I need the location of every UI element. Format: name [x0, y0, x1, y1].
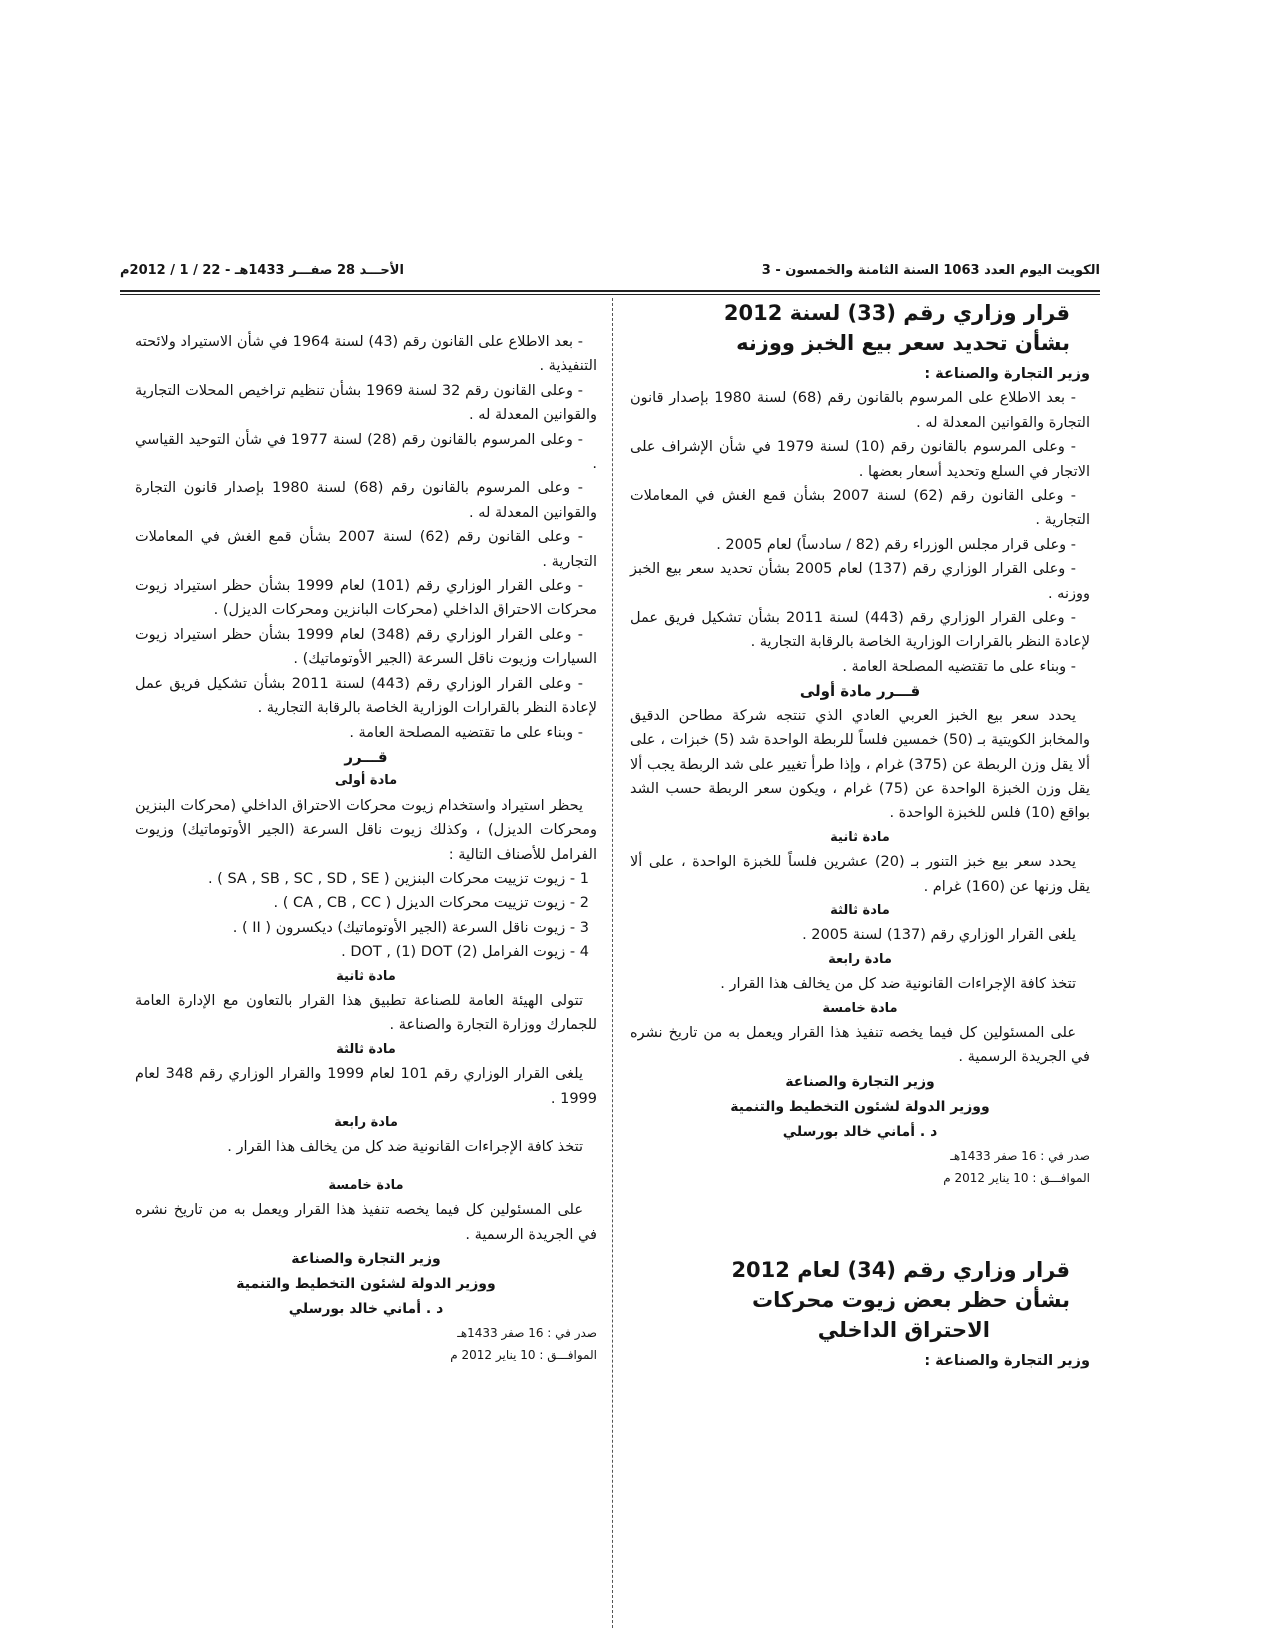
decision33-decided-heading: قـــرر مادة أولى [799, 682, 921, 701]
header-date: الأحـــد 28 صفـــر 1433هـ - 22 / 1 / 2012م [120, 262, 404, 278]
column-divider [612, 298, 613, 1628]
decision33-signature-title1: وزير التجارة والصناعة [785, 1073, 935, 1090]
left-column [135, 330, 597, 1366]
decision34-title-line2: بشأن حظر بعض زيوت محركات [752, 1287, 1070, 1312]
decision34-article5: على المسئولين كل فيما يخصه تنفيذ هذا القرار ويعمل به من تاريخ نشره في الجريدة الرسمية . [135, 1202, 597, 1243]
decision33-signature-title2: ووزير الدولة لشئون التخطيط والتنمية [730, 1098, 990, 1115]
header-issue-info: الكويت اليوم العدد 1063 السنة الثامنة والخمسون - 3 [761, 262, 1100, 278]
decision33-whereas-2: - وعلى المرسوم بالقانون رقم (10) لسنة 1979 في شأن الإشراف على الاتجار في السلع وتحديد أسعار بعضها . [630, 439, 1090, 480]
right-column [630, 298, 1090, 1373]
decision33-article3-heading: مادة ثالثة [830, 902, 890, 918]
decision33-article2-heading: مادة ثانية [830, 829, 890, 845]
decision34-whereas-7: - وعلى القرار الوزاري رقم (348) لعام 1999 بشأن حظر استيراد زيوت السيارات وزيوت ناقل السرعة (الجير الأوتوماتيك) . [135, 626, 597, 668]
decision33-corresponding-date: الموافـــق : 10 يناير 2012 م [943, 1170, 1090, 1185]
decision34-article3-heading: مادة ثالثة [336, 1041, 396, 1057]
decision34-article1-heading: مادة أولى [334, 773, 398, 789]
decision33-title [630, 298, 1090, 358]
decision34-item-1: 1 - زيوت تزييت محركات البنزين ( SA , SB , SC , SD , SE ) . [207, 870, 589, 887]
decision34-whereas-1: - بعد الاطلاع على القانون رقم (43) لسنة 1964 في شأن الاستيراد ولائحته التنفيذية . [135, 334, 597, 375]
header-rule [120, 290, 1100, 295]
decision34-signature-name: د . أماني خالد بورسلي [288, 1301, 444, 1318]
decision34-whereas-9: - وبناء على ما تقتضيه المصلحة العامة . [349, 724, 583, 741]
decision34-minister: وزير التجارة والصناعة : [924, 1352, 1090, 1369]
decision34-whereas-8: - وعلى القرار الوزاري رقم (443) لسنة 2011 بشأن تشكيل فريق عمل لإعادة النظر بالقرارات الوزارية الخاصة بالرقابة التجارية . [135, 675, 597, 717]
decision34-whereas-5: - وعلى القانون رقم (62) لسنة 2007 بشأن قمع الغش في المعاملات التجارية . [135, 529, 597, 570]
decision34-article3: يلغى القرار الوزاري رقم 101 لعام 1999 والقرار الوزاري رقم 348 لعام 1999 . [135, 1066, 597, 1107]
decision33-whereas-4: - وعلى قرار مجلس الوزراء رقم (82 / سادساً) لعام 2005 . [716, 536, 1076, 553]
decision34-article2-heading: مادة ثانية [336, 968, 396, 984]
decision34-item-2: 2 - زيوت تزييت محركات الديزل ( CA , CB , CC ) . [273, 895, 589, 912]
decision34-whereas-6: - وعلى القرار الوزاري رقم (101) لعام 1999 بشأن حظر استيراد زيوت محركات الاحتراق الداخلي (محركات البانزين ومحركات الديزل) . [135, 578, 597, 619]
decision34-whereas-3: - وعلى المرسوم بالقانون رقم (28) لسنة 1977 في شأن التوحيد القياسي . [135, 431, 597, 473]
decision34-decided-heading: قـــرر [344, 747, 388, 766]
decision33-title-line2: بشأن تحديد سعر بيع الخبز ووزنه [736, 331, 1070, 355]
decision34-issued-date: صدر في : 16 صفر 1433هـ [457, 1326, 597, 1341]
decision33-article4: تتخذ كافة الإجراءات القانونية ضد كل من يخالف هذا القرار . [720, 976, 1076, 993]
decision34-whereas-2: - وعلى القانون رقم 32 لسنة 1969 بشأن تنظيم تراخيص المحلات التجارية والقوانين المعدلة له . [135, 382, 597, 424]
decision33-issued-date: صدر في : 16 صفر 1433هـ [950, 1148, 1090, 1163]
decision34-article1: يحظر استيراد واستخدام زيوت محركات الاحتراق الداخلي (محركات البنزين ومحركات الديزل) ، وكذلك زيوت ناقل السرعة (الجير الأوتوماتيك) وزيوت الفرامل للأصناف التالية : [135, 797, 597, 863]
decision34-article5-heading: مادة خامسة [328, 1177, 404, 1193]
decision33-article3: يلغى القرار الوزاري رقم (137) لسنة 2005 . [802, 927, 1076, 944]
decision34-title-line1: قرار وزاري رقم (34) لعام 2012 [731, 1257, 1070, 1282]
decision33-whereas-7: - وبناء على ما تقتضيه المصلحة العامة . [842, 658, 1076, 675]
decision33-signature-name: د . أماني خالد بورسلي [782, 1123, 938, 1140]
decision33-article5: على المسئولين كل فيما يخصه تنفيذ هذا القرار ويعمل به من تاريخ نشره في الجريدة الرسمية . [630, 1024, 1090, 1066]
decision33-whereas-3: - وعلى القانون رقم (62) لسنة 2007 بشأن قمع الغش في المعاملات التجارية . [630, 488, 1090, 529]
page-header [120, 256, 1100, 284]
decision34-whereas-4: - وعلى المرسوم بالقانون رقم (68) لسنة 1980 بإصدار قانون التجارة والقوانين المعدلة له . [135, 480, 597, 521]
decision33-article2: يحدد سعر بيع خبز التنور بـ (20) عشرين فلساً للخبزة الواحدة ، على ألا يقل وزنها عن (160) غرام . [630, 854, 1090, 895]
decision34-article4-heading: مادة رابعة [334, 1115, 398, 1130]
decision34-article2: تتولى الهيئة العامة للصناعة تطبيق هذا القرار بالتعاون مع الإدارة العامة للجمارك ووزارة التجارة والصناعة . [135, 992, 597, 1034]
decision34-signature-title2: ووزير الدولة لشئون التخطيط والتنمية [236, 1276, 496, 1293]
decision34-article4: تتخذ كافة الإجراءات القانونية ضد كل من يخالف هذا القرار . [227, 1139, 583, 1156]
decision33-whereas-5: - وعلى القرار الوزاري رقم (137) لعام 2005 بشأن تحديد سعر بيع الخبز ووزنه . [630, 561, 1090, 602]
decision34-title [630, 1255, 1090, 1345]
decision34-corresponding-date: الموافـــق : 10 يناير 2012 م [450, 1348, 597, 1363]
decision33-whereas-1: - بعد الاطلاع على المرسوم بالقانون رقم (68) لسنة 1980 بإصدار قانون التجارة والقوانين المعدلة له . [630, 390, 1090, 431]
decision34-item-3: 3 - زيوت ناقل السرعة (الجير الأوتوماتيك) ديكسرون ( II ) . [232, 919, 589, 936]
decision33-minister: وزير التجارة والصناعة : [924, 366, 1090, 382]
decision33-whereas-6: - وعلى القرار الوزاري رقم (443) لسنة 2011 بشأن تشكيل فريق عمل لإعادة النظر بالقرارات الوزارية الخاصة بالرقابة التجارية . [630, 610, 1090, 651]
decision33-article4-heading: مادة رابعة [828, 951, 892, 967]
decision33-title-line1: قرار وزاري رقم (33) لسنة 2012 [723, 301, 1070, 325]
decision34-title-line3: الاحتراق الداخلي [817, 1317, 990, 1342]
decision33-article1: يحدد سعر بيع الخبز العربي العادي الذي تنتجه شركة مطاحن الدقيق والمخابز الكويتية بـ (50) خمسين فلساً للربطة الواحدة شد (5) خبزات ، على ألا يقل وزن الربطة عن (375) غرام ، وإذا طرأ تغيير على شد الربطة يجب ألا يقل وزن الخبزة الواحدة عن (75) غرام ، ويكون سعر الربطة حسب الشد بواقع (10) فلس للخبزة الواحدة . [630, 707, 1090, 822]
decision33-article5-heading: مادة خامسة [822, 1000, 898, 1016]
decision34-signature-title1: وزير التجارة والصناعة [291, 1251, 441, 1268]
decision34-item-4: 4 - زيوت الفرامل (2) DOT , (1) DOT . [341, 944, 589, 961]
